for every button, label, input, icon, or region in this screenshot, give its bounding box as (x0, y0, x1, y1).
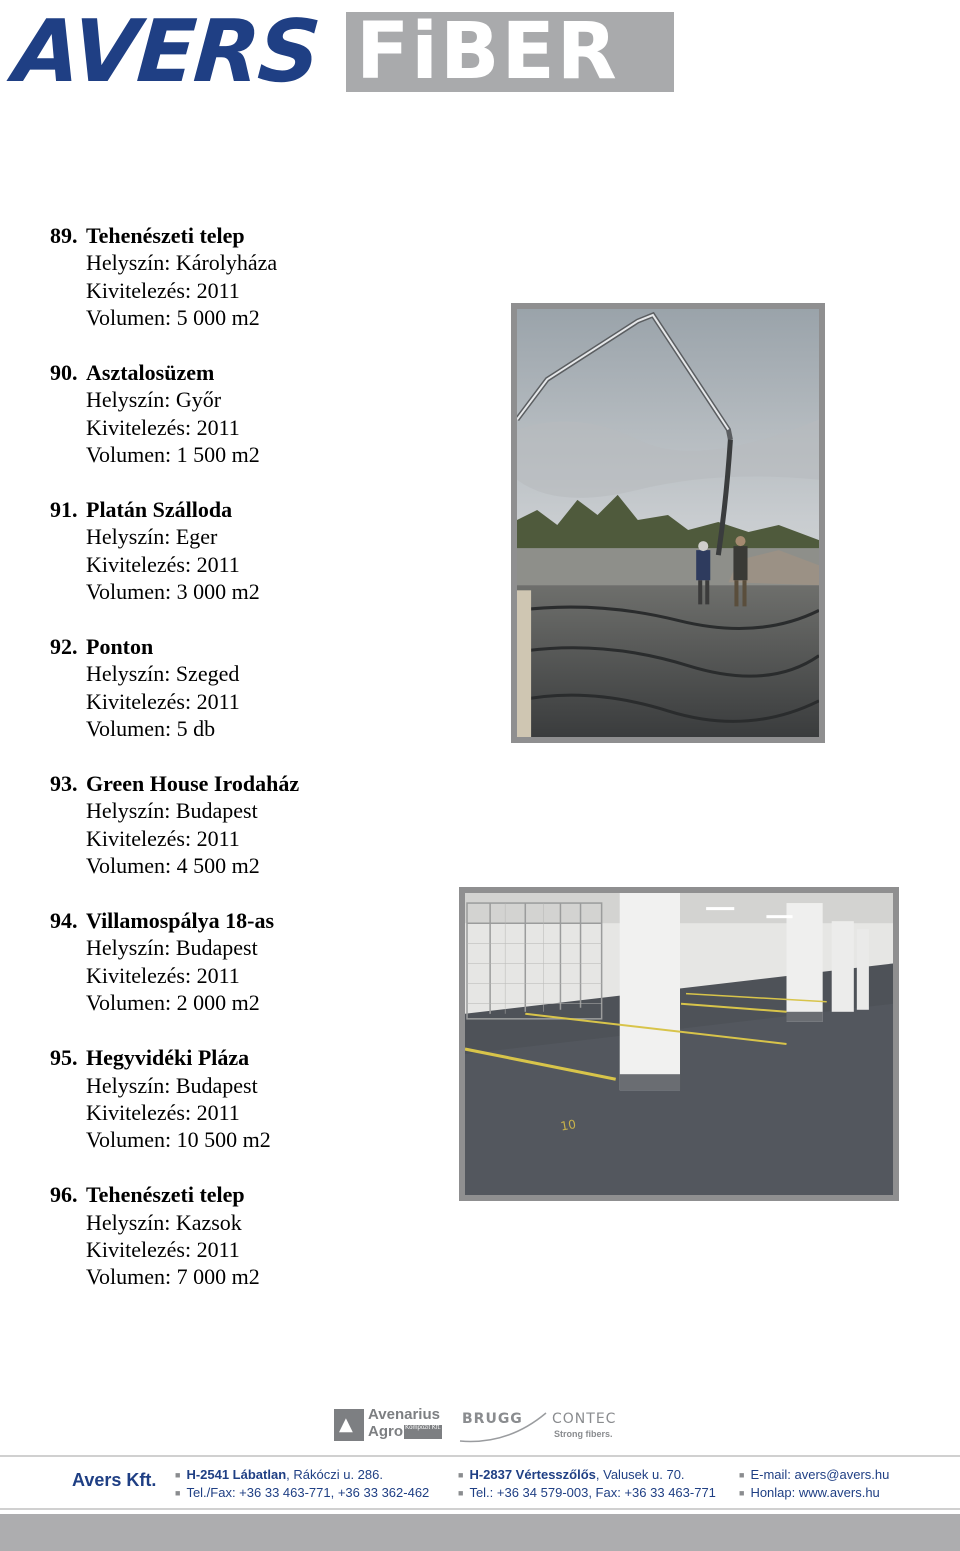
project-number: 94. (50, 908, 78, 934)
project-name: Villamospálya 18-as (86, 908, 275, 934)
avers-fiber-logo (10, 2, 664, 102)
project-name: Green House Irodaház (86, 771, 300, 797)
project-title (50, 907, 299, 934)
project-location: Helyszín: Kazsok (86, 1209, 242, 1235)
project-title (50, 496, 299, 523)
project-number: 89. (50, 223, 78, 248)
footer-gray-band (0, 1514, 960, 1551)
project-number: 92. (50, 634, 78, 660)
project-list (50, 222, 299, 1318)
project-entry (50, 496, 299, 606)
address1-street: , Rákóczi u. 286. (286, 1467, 383, 1482)
project-number: 96. (50, 1182, 78, 1208)
project-volume: Volumen: 5 000 m2 (86, 305, 260, 331)
address2-street: , Valusek u. 70. (595, 1467, 685, 1482)
avenarius-agro-name: Agro (368, 1423, 403, 1440)
project-number: 91. (50, 497, 78, 523)
project-name: Ponton (86, 634, 154, 660)
parking-garage-photo (459, 887, 899, 1201)
project-location: Helyszín: Károlyháza (86, 250, 278, 276)
concrete-pump-image (517, 309, 819, 737)
project-entry (50, 1044, 299, 1154)
footer-bottom-rule (0, 1508, 960, 1510)
project-entry (50, 222, 299, 332)
parking-garage-image (465, 893, 893, 1195)
project-entry (50, 359, 299, 469)
phone2: ■ Tel.: +36 34 579-003, Fax: +36 33 463-771 (458, 1484, 716, 1502)
project-title (50, 770, 299, 797)
project-entry (50, 907, 299, 1017)
project-entry (50, 770, 299, 880)
project-location: Helyszín: Szeged (86, 661, 240, 687)
avenarius-agro-logo (334, 1409, 364, 1441)
contec-tagline: Strong fibers. (554, 1429, 613, 1439)
project-execution-year: Kivitelezés: 2011 (86, 414, 240, 440)
brugg-logo-text: BRUGG (462, 1411, 523, 1427)
project-name: Hegyvidéki Pláza (86, 1045, 250, 1071)
project-volume: Volumen: 1 500 m2 (86, 442, 260, 468)
project-location: Helyszín: Győr (86, 387, 222, 413)
project-name: Tehenészeti telep (86, 223, 245, 248)
project-location: Helyszín: Budapest (86, 798, 258, 824)
project-title (50, 359, 299, 386)
address1-city: H-2541 Lábatlan (186, 1467, 287, 1482)
project-number: 95. (50, 1045, 78, 1071)
partner-logos (334, 1405, 634, 1447)
project-execution-year: Kivitelezés: 2011 (86, 277, 240, 303)
logo-avers-wordmark: AVERS (10, 2, 322, 102)
project-execution-year: Kivitelezés: 2011 (86, 1099, 240, 1125)
footer-top-rule (0, 1455, 960, 1457)
avenarius-badge: Kompozit Kft. (404, 1425, 442, 1439)
project-name: Asztalosüzem (86, 360, 215, 386)
project-volume: Volumen: 10 500 m2 (86, 1127, 271, 1153)
project-location: Helyszín: Eger (86, 524, 218, 550)
project-volume: Volumen: 4 500 m2 (86, 853, 260, 879)
project-name: Platán Szálloda (86, 497, 233, 523)
project-entry (50, 633, 299, 743)
project-volume: Volumen: 3 000 m2 (86, 579, 260, 605)
avenarius-mountain-icon: ▲ (339, 1414, 353, 1435)
contec-logo-text: CONTEC (552, 1411, 617, 1427)
footer-contact (739, 1466, 889, 1502)
phone1: ■ Tel./Fax: +36 33 463-771, +36 33 362-462 (175, 1484, 429, 1502)
logo-fiber-wordmark: FiBER (346, 12, 674, 92)
project-title (50, 222, 299, 249)
project-title (50, 1044, 299, 1071)
footer-address-vertesszolos (458, 1466, 716, 1502)
footer-website[interactable]: ■ Honlap: www.avers.hu (739, 1484, 889, 1502)
project-execution-year: Kivitelezés: 2011 (86, 551, 240, 577)
project-name: Tehenészeti telep (86, 1182, 245, 1208)
project-number: 93. (50, 771, 78, 797)
project-volume: Volumen: 7 000 m2 (86, 1264, 260, 1290)
project-execution-year: Kivitelezés: 2011 (86, 688, 240, 714)
project-location: Helyszín: Budapest (86, 935, 258, 961)
project-volume: Volumen: 2 000 m2 (86, 990, 260, 1016)
project-execution-year: Kivitelezés: 2011 (86, 1236, 240, 1262)
project-number: 90. (50, 360, 78, 386)
footer-company-name: Avers Kft. (72, 1470, 157, 1490)
project-location: Helyszín: Budapest (86, 1072, 258, 1098)
project-title (50, 1181, 299, 1208)
parking-floor-number: 10 (559, 1117, 578, 1134)
concrete-pump-photo (511, 303, 825, 743)
address2-city: H-2837 Vértesszőlős (469, 1467, 596, 1482)
project-volume: Volumen: 5 db (86, 716, 216, 742)
avenarius-name: Avenarius (368, 1406, 440, 1423)
project-entry (50, 1181, 299, 1291)
project-execution-year: Kivitelezés: 2011 (86, 825, 240, 851)
footer-email[interactable]: ■ E-mail: avers@avers.hu (739, 1466, 889, 1484)
project-execution-year: Kivitelezés: 2011 (86, 962, 240, 988)
footer-address-labatlan (175, 1466, 429, 1502)
project-title (50, 633, 299, 660)
